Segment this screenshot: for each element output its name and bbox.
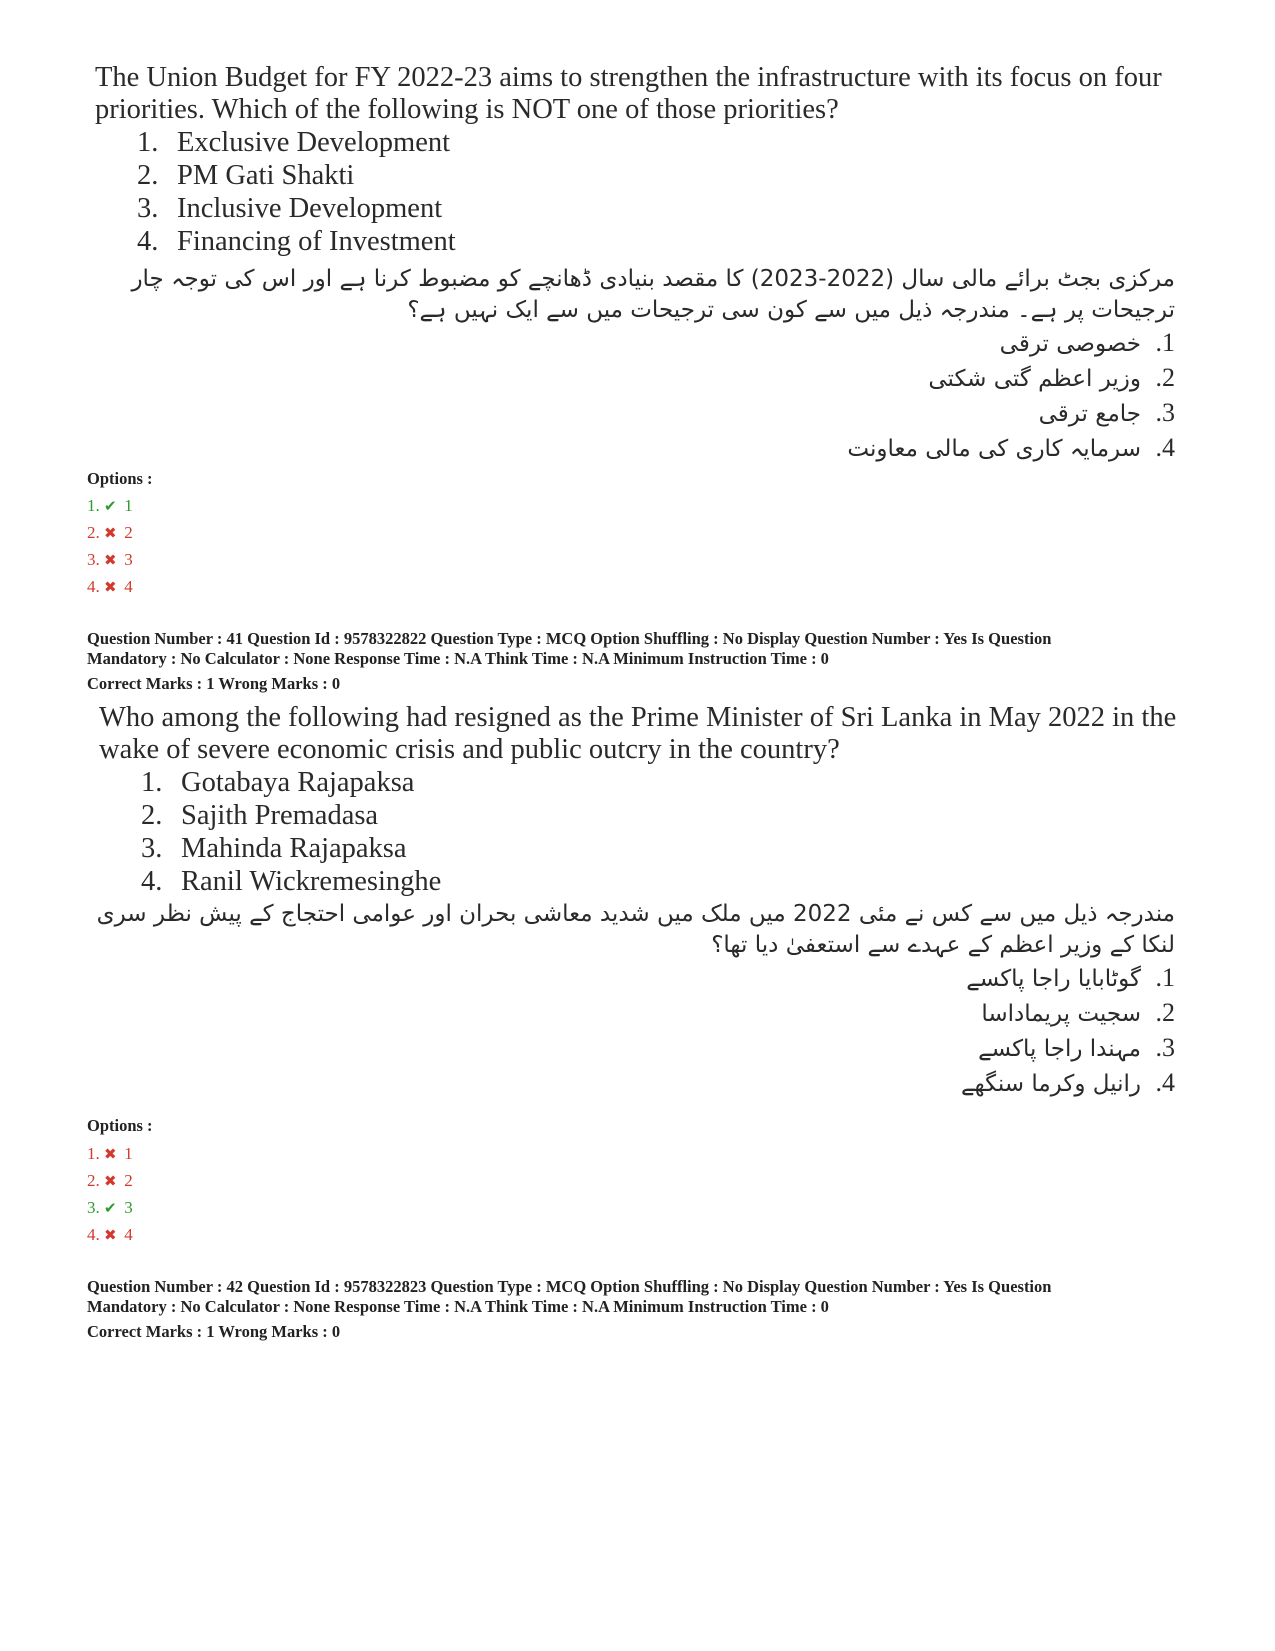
cross-icon: ✖ [104,1174,117,1190]
choice-item: 3. Mahinda Rajapaksa [141,833,407,864]
question-40-urdu [95,264,1175,466]
urdu-choice-item: 3.جامع ترقی [1038,398,1175,427]
option-item: 4. ✖ 4 [87,1221,133,1248]
option-item: 2. ✖ 2 [87,1167,133,1194]
option-item: 1. ✖ 1 [87,1140,133,1167]
question-42-meta: Question Number : 42 Question Id : 9578322823 Question Type : MCQ Option Shuffling : No Display Question Number : Yes Is Question Mandatory : No Calculator : None Response Time : N.A Think Time : N.A Minimum Instruction Time : 0 [87,1277,1052,1316]
cross-icon: ✖ [104,553,117,569]
option-item: 1. ✔ 1 [87,492,133,519]
options-list-40 [87,492,133,600]
options-list-41 [87,1140,133,1248]
question-41-text: Who among the following had resigned as the Prime Minister of Sri Lanka in May 2022 in the wake of severe economic crisis and public outcry in the country? [99,702,1177,765]
urdu-choice-item: 2.سجیت پریماداسا [981,998,1175,1027]
options-title: Options : [87,1116,153,1135]
question-40-choices [95,126,1175,258]
option-item: 2. ✖ 2 [87,519,133,546]
urdu-choice-item: 4.رانیل وکرما سنگھے [961,1068,1175,1097]
question-42-marks: Correct Marks : 1 Wrong Marks : 0 [87,1322,341,1341]
question-41-urdu-text: مندرجہ ذیل میں سے کس نے مئی 2022 میں ملک میں شدید معاشی بحران اور عوامی احتجاج کے پیش نظر سری لنکا کے وزیر اعظم کے عہدے سے استعفیٰ دیا تھا؟ [96,901,1175,958]
cross-icon: ✖ [104,526,117,542]
cross-icon: ✖ [104,580,117,596]
urdu-choice-item: 2.وزیر اعظم گتی شکتی [928,363,1175,392]
question-40-urdu-choices [95,326,1175,466]
urdu-choice-item: 1.خصوصی ترقی [999,328,1175,357]
question-41-english [99,702,1179,898]
question-40-text: The Union Budget for FY 2022-23 aims to strengthen the infrastructure with its focus on four priorities. Which of the following is NOT one of those priorities? [95,62,1162,125]
question-41-marks: Correct Marks : 1 Wrong Marks : 0 [87,674,341,693]
urdu-choice-item: 3.مہندا راجا پاکسے [978,1033,1175,1062]
choice-item: 1. Exclusive Development [137,127,451,158]
question-41-urdu [95,899,1175,1101]
choice-item: 2. PM Gati Shakti [137,160,355,191]
check-icon: ✔ [104,1201,117,1217]
question-40-english [95,62,1175,258]
option-item: 3. ✔ 3 [87,1194,133,1221]
urdu-choice-item: 4.سرمایہ کاری کی مالی معاونت [847,433,1175,462]
question-41-choices [99,766,1179,898]
cross-icon: ✖ [104,1147,117,1163]
choice-item: 4. Financing of Investment [137,226,456,257]
question-41-urdu-choices [95,961,1175,1101]
question-41-meta: Question Number : 41 Question Id : 9578322822 Question Type : MCQ Option Shuffling : No Display Question Number : Yes Is Question Mandatory : No Calculator : None Response Time : N.A Think Time : N.A Minimum Instruction Time : 0 [87,629,1052,668]
choice-item: 2. Sajith Premadasa [141,800,379,831]
choice-item: 1. Gotabaya Rajapaksa [141,767,415,798]
choice-item: 4. Ranil Wickremesinghe [141,866,442,897]
choice-item: 3. Inclusive Development [137,193,443,224]
cross-icon: ✖ [104,1228,117,1244]
check-icon: ✔ [104,499,117,515]
question-40-urdu-text: مرکزی بجٹ برائے مالی سال (2022-2023) کا مقصد بنیادی ڈھانچے کو مضبوط کرنا ہے اور اس کی توجہ چار ترجیحات پر ہے۔ مندرجہ ذیل میں سے کون سی ترجیحات میں سے ایک نہیں ہے؟ [131,266,1175,323]
option-item: 4. ✖ 4 [87,573,133,600]
option-item: 3. ✖ 3 [87,546,133,573]
urdu-choice-item: 1.گوٹابایا راجا پاکسے [966,963,1175,992]
options-title: Options : [87,469,153,488]
